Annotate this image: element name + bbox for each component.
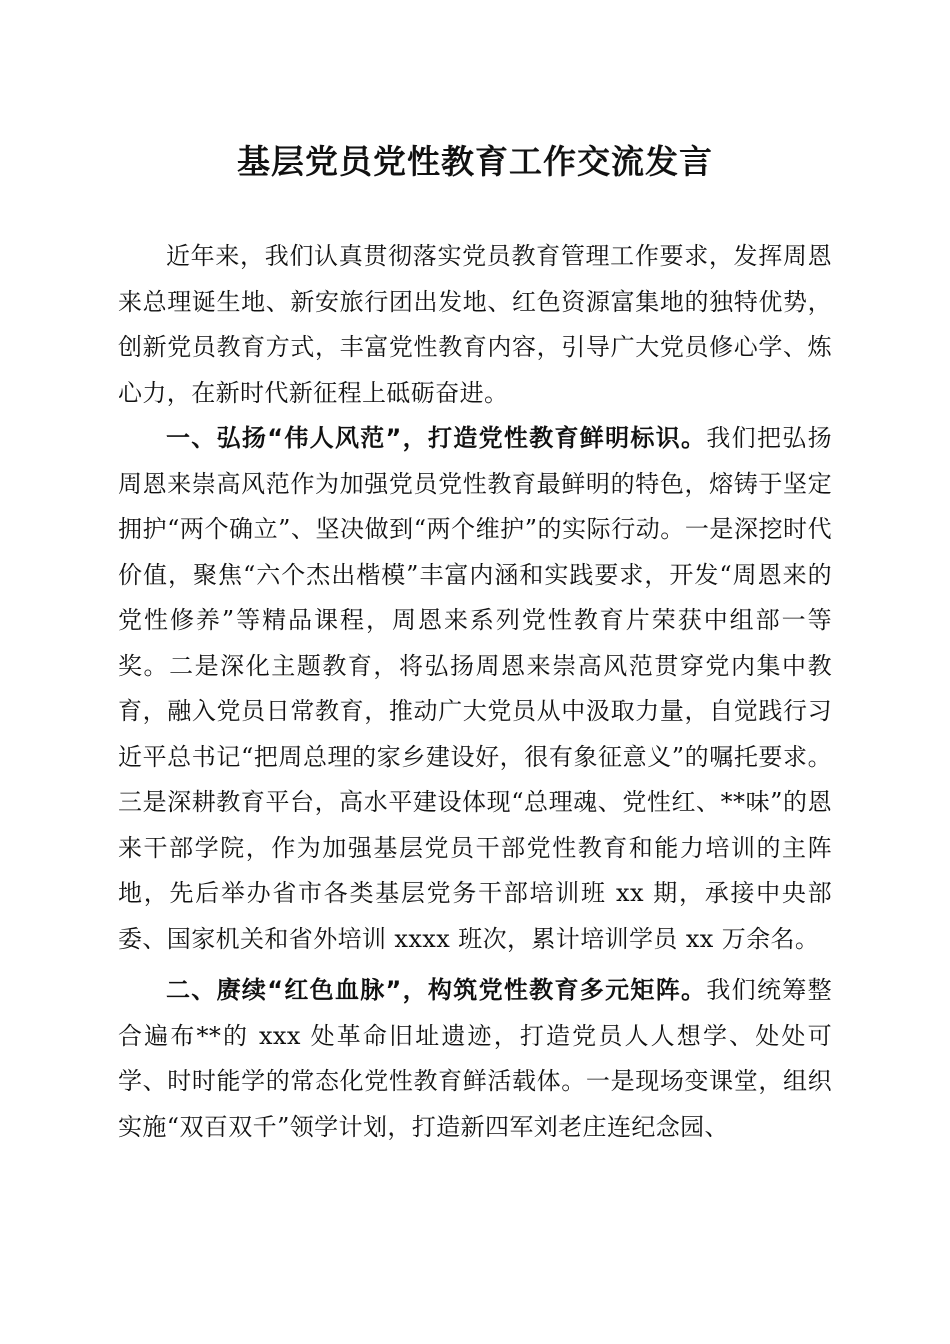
- section-paragraph-2: [118, 968, 832, 1150]
- document-title: 基层党员党性教育工作交流发言: [237, 142, 713, 181]
- intro-paragraph: 近年来，我们认真贯彻落实党员教育管理工作要求，发挥周恩来总理诞生地、新安旅行团出发地、红色资源富集地的独特优势，创新党员教育方式，丰富党性教育内容，引导广大党员修心学、炼心力，在新时代新征程上砥砺奋进。: [118, 242, 832, 407]
- section-heading-1: 一、弘扬“伟人风范”，打造党性教育鲜明标识。: [166, 424, 707, 452]
- section-body-2: 我们统筹整合遍布**的 xxx 处革命旧址遗迹，打造党员人人想学、处处可学、时时能学的常态化党性教育鲜活载体。一是现场变课堂，组织实施“双百双千”领学计划，打造新四军刘老庄连纪念园、: [118, 976, 832, 1141]
- section-heading-2: 二、赓续“红色血脉”，构筑党性教育多元矩阵。: [166, 976, 707, 1004]
- section-body-1: 我们把弘扬周恩来崇高风范作为加强党员党性教育最鲜明的特色，熔铸于坚定拥护“两个确立”、坚决做到“两个维护”的实际行动。一是深挖时代价值，聚焦“六个杰出楷模”丰富内涵和实践要求，开发“周恩来的党性修养”等精品课程，周恩来系列党性教育片荣获中组部一等奖。二是深化主题教育，将弘扬周恩来崇高风范贯穿党内集中教育，融入党员日常教育，推动广大党员从中汲取力量，自觉践行习近平总书记“把周总理的家乡建设好，很有象征意义”的嘱托要求。三是深耕教育平台，高水平建设体现“总理魂、党性红、**味”的恩来干部学院，作为加强基层党员干部党性教育和能力培训的主阵地，先后举办省市各类基层党务干部培训班 xx 期，承接中央部委、国家机关和省外培训 xxxx 班次，累计培训学员 xx 万余名。: [118, 424, 832, 953]
- section-paragraph-1: [118, 416, 832, 962]
